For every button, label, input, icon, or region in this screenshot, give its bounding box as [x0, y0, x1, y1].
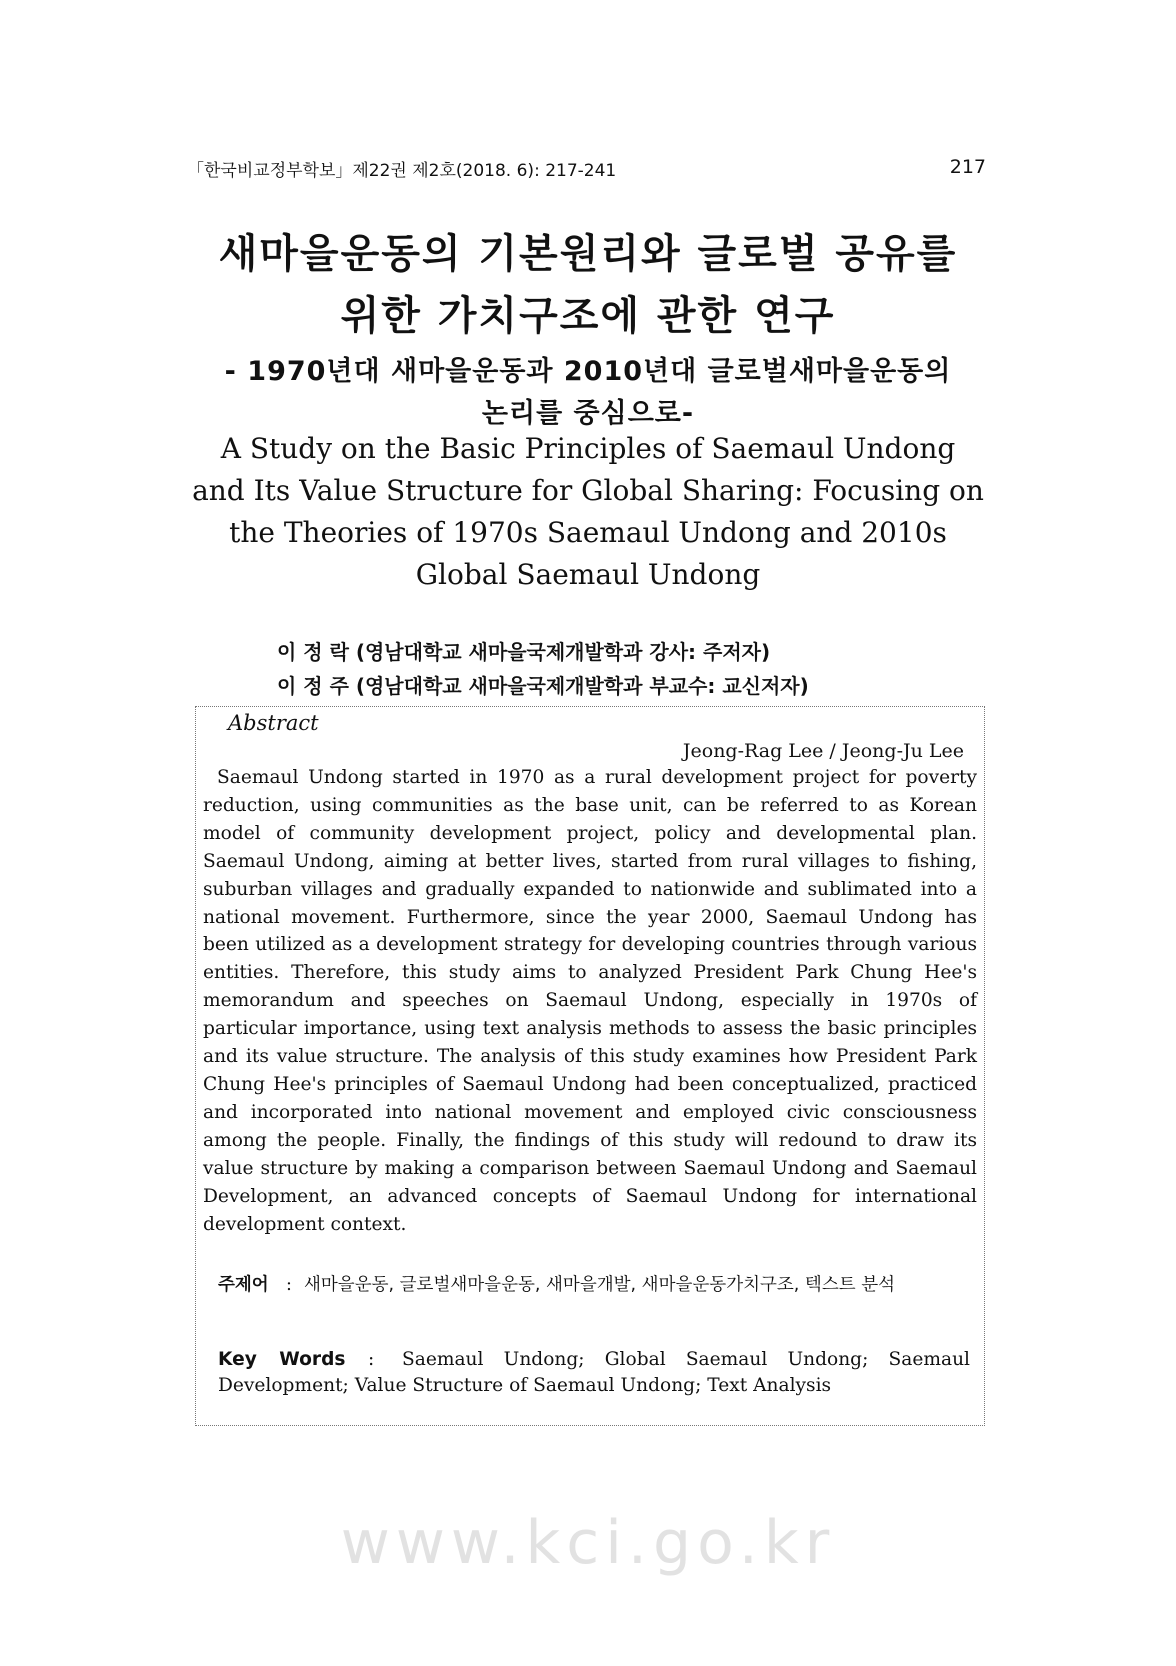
korean-subtitle-line-1: - 1970년대 새마을운동과 2010년대 글로벌새마을운동의 [224, 356, 952, 387]
english-keywords-colon: : [368, 1349, 375, 1370]
english-keywords-text: Saemaul Undong; Global Saemaul Undong; Saemaul Development; Value Structure of Saemaul Undong; Text Analysis [218, 1349, 970, 1396]
abstract-body: Saemaul Undong started in 1970 as a rural development project for poverty reduction, using communities as the base unit, can be referred to as Korean model of community development project, policy and developmental plan. Saemaul Undong, aiming at better lives, started from rural villages to fishing, suburban villages and gradually expanded to nationwide and sublimated into a national movement. Furthermore, since the year 2000, Saemaul Undong has been utilized as a development strategy for developing countries through various entities. Therefore, this study aims to analyzed President Park Chung Hee's memorandum and speeches on Saemaul Undong, especially in 1970s of particular importance, using text analysis methods to assess the basic principles and its value structure. The analysis of this study examines how President Park Chung Hee's principles of Saemaul Undong had been conceptualized, practiced and incorporated into national movement and employed civic consciousness among the people. Finally, the findings of this study will redound to draw its value structure by making a comparison between Saemaul Undong and Saemaul Development, an advanced concepts of Saemaul Undong for international development context. [203, 767, 977, 1235]
abstract-box [195, 706, 985, 1426]
korean-keywords-text: 새마을운동, 글로벌새마을운동, 새마을개발, 새마을운동가치구조, 텍스트 분석 [304, 1275, 896, 1295]
abstract-heading: Abstract [228, 711, 319, 735]
page-number: 217 [949, 156, 986, 178]
korean-title-line-1: 새마을운동의 기본원리와 글로벌 공유를 [218, 231, 958, 277]
site-watermark: www.kci.go.kr [340, 1508, 836, 1578]
korean-subtitle-line-2: 논리를 중심으로- [481, 398, 695, 429]
author-line-2: 이 정 주 (영남대학교 새마을국제개발학과 부교수: 교신저자) [277, 674, 809, 698]
korean-keywords-label: 주제어 [218, 1275, 269, 1295]
abstract-authors: Jeong-Rag Lee / Jeong-Ju Lee [682, 740, 964, 762]
english-title: A Study on the Basic Principles of Saemaul Undong and Its Value Structure for Global Sharing: Focusing on the Theories of 1970s Saemaul Undong and 2010s Global Saemaul Undong [192, 432, 984, 591]
author-line-1: 이 정 락 (영남대학교 새마을국제개발학과 강사: 주저자) [277, 640, 771, 664]
journal-header: 「한국비교정부학보」제22권 제2호(2018. 6): 217-241 [187, 161, 617, 181]
korean-title-line-2: 위한 가치구조에 관한 연구 [340, 293, 836, 339]
english-keywords-label: Key Words [218, 1349, 346, 1370]
korean-keywords-colon: : [286, 1275, 292, 1295]
